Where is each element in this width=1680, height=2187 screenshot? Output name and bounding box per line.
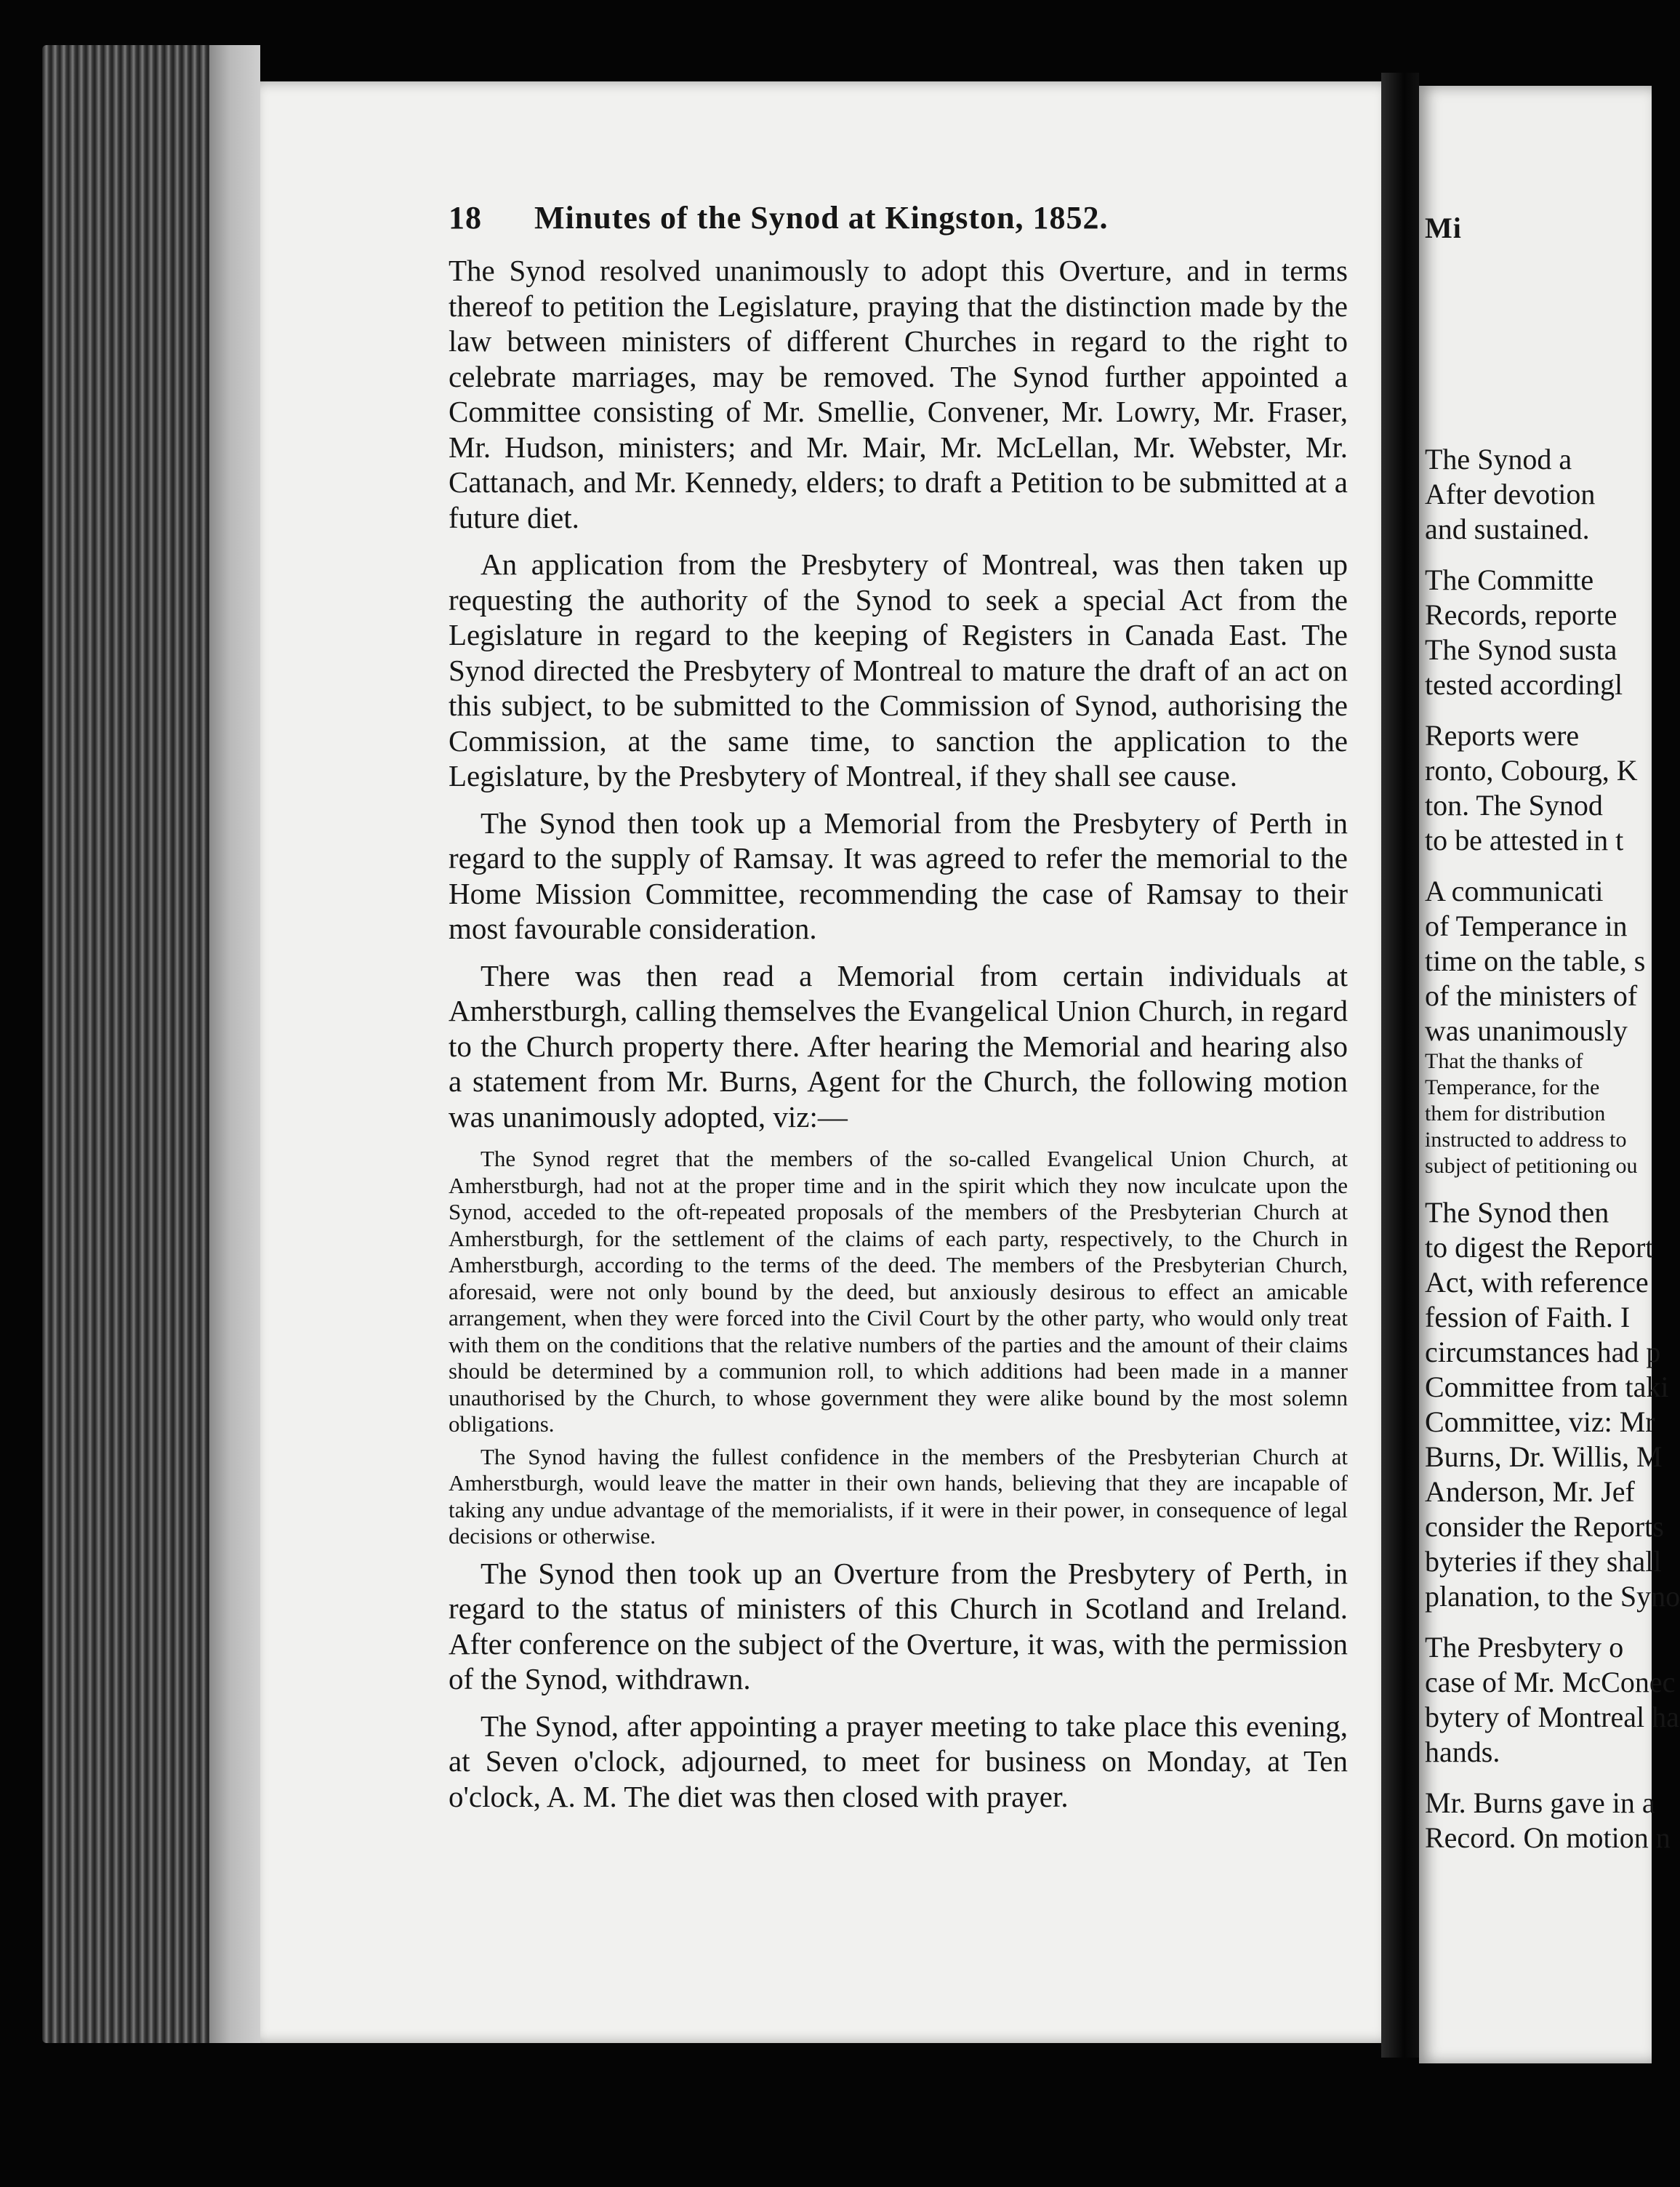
paragraph: The Synod then took up a Memorial from the Presbytery of Perth in regard to the supply of Ramsay. It was agreed to refer the memorial to the Home Mission Committee, recommending the case of Ramsay to their most favourable consideration. <box>449 806 1348 945</box>
motion-text: The Synod having the fullest confidence in the members of the Presbyterian Church at Amherstburgh, would leave the matter in their own hands, believing that they are incapable of taking any undue advantage of the memorialists, if it were in their power, in consequence of legal decisions or otherwise. <box>449 1443 1348 1549</box>
text-line: ronto, Cobourg, K <box>1425 754 1638 787</box>
book-gutter <box>1381 73 1419 2058</box>
page-number: 18 <box>449 200 482 236</box>
text-line: The Synod susta <box>1425 633 1617 666</box>
running-head <box>449 199 1365 236</box>
text-line: Temperance, for the <box>1425 1075 1600 1099</box>
paragraph: The Synod, after appointing a prayer meeting to take place this evening, at Seven o'clock, adjourned, to meet for business on Monday, at Ten o'clock, A. M. The diet was then closed with prayer. <box>449 1709 1348 1813</box>
text-line: Records, reporte <box>1425 598 1617 631</box>
paragraph: An application from the Presbytery of Montreal, was then taken up requesting the authority of the Synod to seek a special Act from the Legislature in regard to the keeping of Registers in Canada East. The Synod directed the Presbytery of Montreal to mature the draft of an act on this subject, to be submitted to the Commission of Synod, authorising the Commission, at the same time, to sanction the application to the Legislature, by the Presbytery of Montreal, if they shall see cause. <box>449 547 1348 792</box>
text-line: The Presbytery o <box>1425 1631 1624 1664</box>
paragraph: The Synod then took up an Overture from the Presbytery of Perth, in regard to the status of ministers of this Church in Scotland and Ireland. After conference on the subject of the Overture, it was, with the permission of the Synod, withdrawn. <box>449 1556 1348 1696</box>
text-line: The Synod a <box>1425 443 1572 475</box>
text-line: After devotion <box>1425 478 1596 510</box>
text-line: circumstances had p <box>1425 1336 1661 1368</box>
text-line: ton. The Synod <box>1425 789 1603 822</box>
text-line: to be attested in t <box>1425 824 1624 856</box>
text-line: Record. On motion n <box>1425 1821 1671 1854</box>
text-line: Reports were <box>1425 719 1580 752</box>
text-line: hands. <box>1425 1735 1500 1768</box>
text-line: instructed to address to <box>1425 1128 1627 1152</box>
text-line: planation, to the Syno <box>1425 1580 1680 1613</box>
text-line: A communicati <box>1425 875 1604 907</box>
text-line: Anderson, Mr. Jef <box>1425 1475 1635 1508</box>
text-line: That the thanks of <box>1425 1049 1583 1073</box>
text-line: subject of petitioning ou <box>1425 1154 1638 1178</box>
text-line: Committee, viz: Mr <box>1425 1405 1655 1438</box>
text-line: consider the Reports <box>1425 1510 1664 1543</box>
text-line: case of Mr. McConec <box>1425 1666 1676 1698</box>
text-line: Mr. Burns gave in a <box>1425 1786 1655 1819</box>
running-head-title: Minutes of the Synod at Kingston, 1852. <box>534 200 1109 236</box>
text-line: them for distribution <box>1425 1101 1606 1125</box>
text-line: Act, with reference <box>1425 1266 1649 1299</box>
text-line: was unanimously <box>1425 1014 1628 1047</box>
text-line: The Committe <box>1425 563 1594 596</box>
left-page-text <box>449 253 1348 1826</box>
text-line: Committee from taki <box>1425 1371 1669 1403</box>
right-running-head: Mi <box>1425 212 1462 244</box>
text-line: fession of Faith. I <box>1425 1301 1631 1333</box>
text-line: tested accordingl <box>1425 668 1623 701</box>
paragraph: There was then read a Memorial from certain individuals at Amherstburgh, calling themselves the Evangelical Union Church, in regard to the Church property there. After hearing the Memorial and hearing also a statement from Mr. Burns, Agent for the Church, the following motion was unanimously adopted, viz:— <box>449 958 1348 1133</box>
text-line: The Synod then <box>1425 1196 1609 1229</box>
book-page-edges <box>42 45 260 2043</box>
text-line: to digest the Report <box>1425 1231 1654 1264</box>
right-page-text <box>1425 211 1680 1855</box>
text-line: time on the table, s <box>1425 944 1646 977</box>
text-line: Burns, Dr. Willis, M <box>1425 1440 1663 1473</box>
text-line: bytery of Montreal ha <box>1425 1701 1679 1733</box>
text-line: byteries if they shall <box>1425 1545 1662 1578</box>
text-line: of Temperance in <box>1425 910 1628 942</box>
text-line: of the ministers of <box>1425 979 1638 1012</box>
text-line: and sustained. <box>1425 513 1590 545</box>
motion-text: The Synod regret that the members of the so-called Evangelical Union Church, at Amherstburgh, had not at the proper time and in the spirit which they now inculcate upon the Synod, acceded to the oft-repeated proposals of the members of the Presbyterian Church at Amherstburgh, for the settlement of the claims of each party, respectively, to the Church in Amherstburgh, according to the terms of the deed. The members of the Presbyterian Church, aforesaid, were not only bound by the deed, but anxiously desirous to effect an amicable arrangement, when they were forced into the Civil Court by the other party, who would only treat with them on the conditions that the relative numbers of the parties and the amount of their claims should be determined by a communion roll, to which additions had been made in a manner unauthorised by the Church, to whose government they were alike bound by the most solemn obligations. <box>449 1146 1348 1437</box>
paragraph: The Synod resolved unanimously to adopt this Overture, and in terms thereof to petition the Legislature, praying that the distinction made by the law between ministers of different Churches in regard to the right to celebrate marriages, may be removed. The Synod further appointed a Committee consisting of Mr. Smellie, Convener, Mr. Lowry, Mr. Fraser, Mr. Hudson, ministers; and Mr. Mair, Mr. McLellan, Mr. Webster, Mr. Cattanach, and Mr. Kennedy, elders; to draft a Petition to be submitted at a future diet. <box>449 254 1348 534</box>
